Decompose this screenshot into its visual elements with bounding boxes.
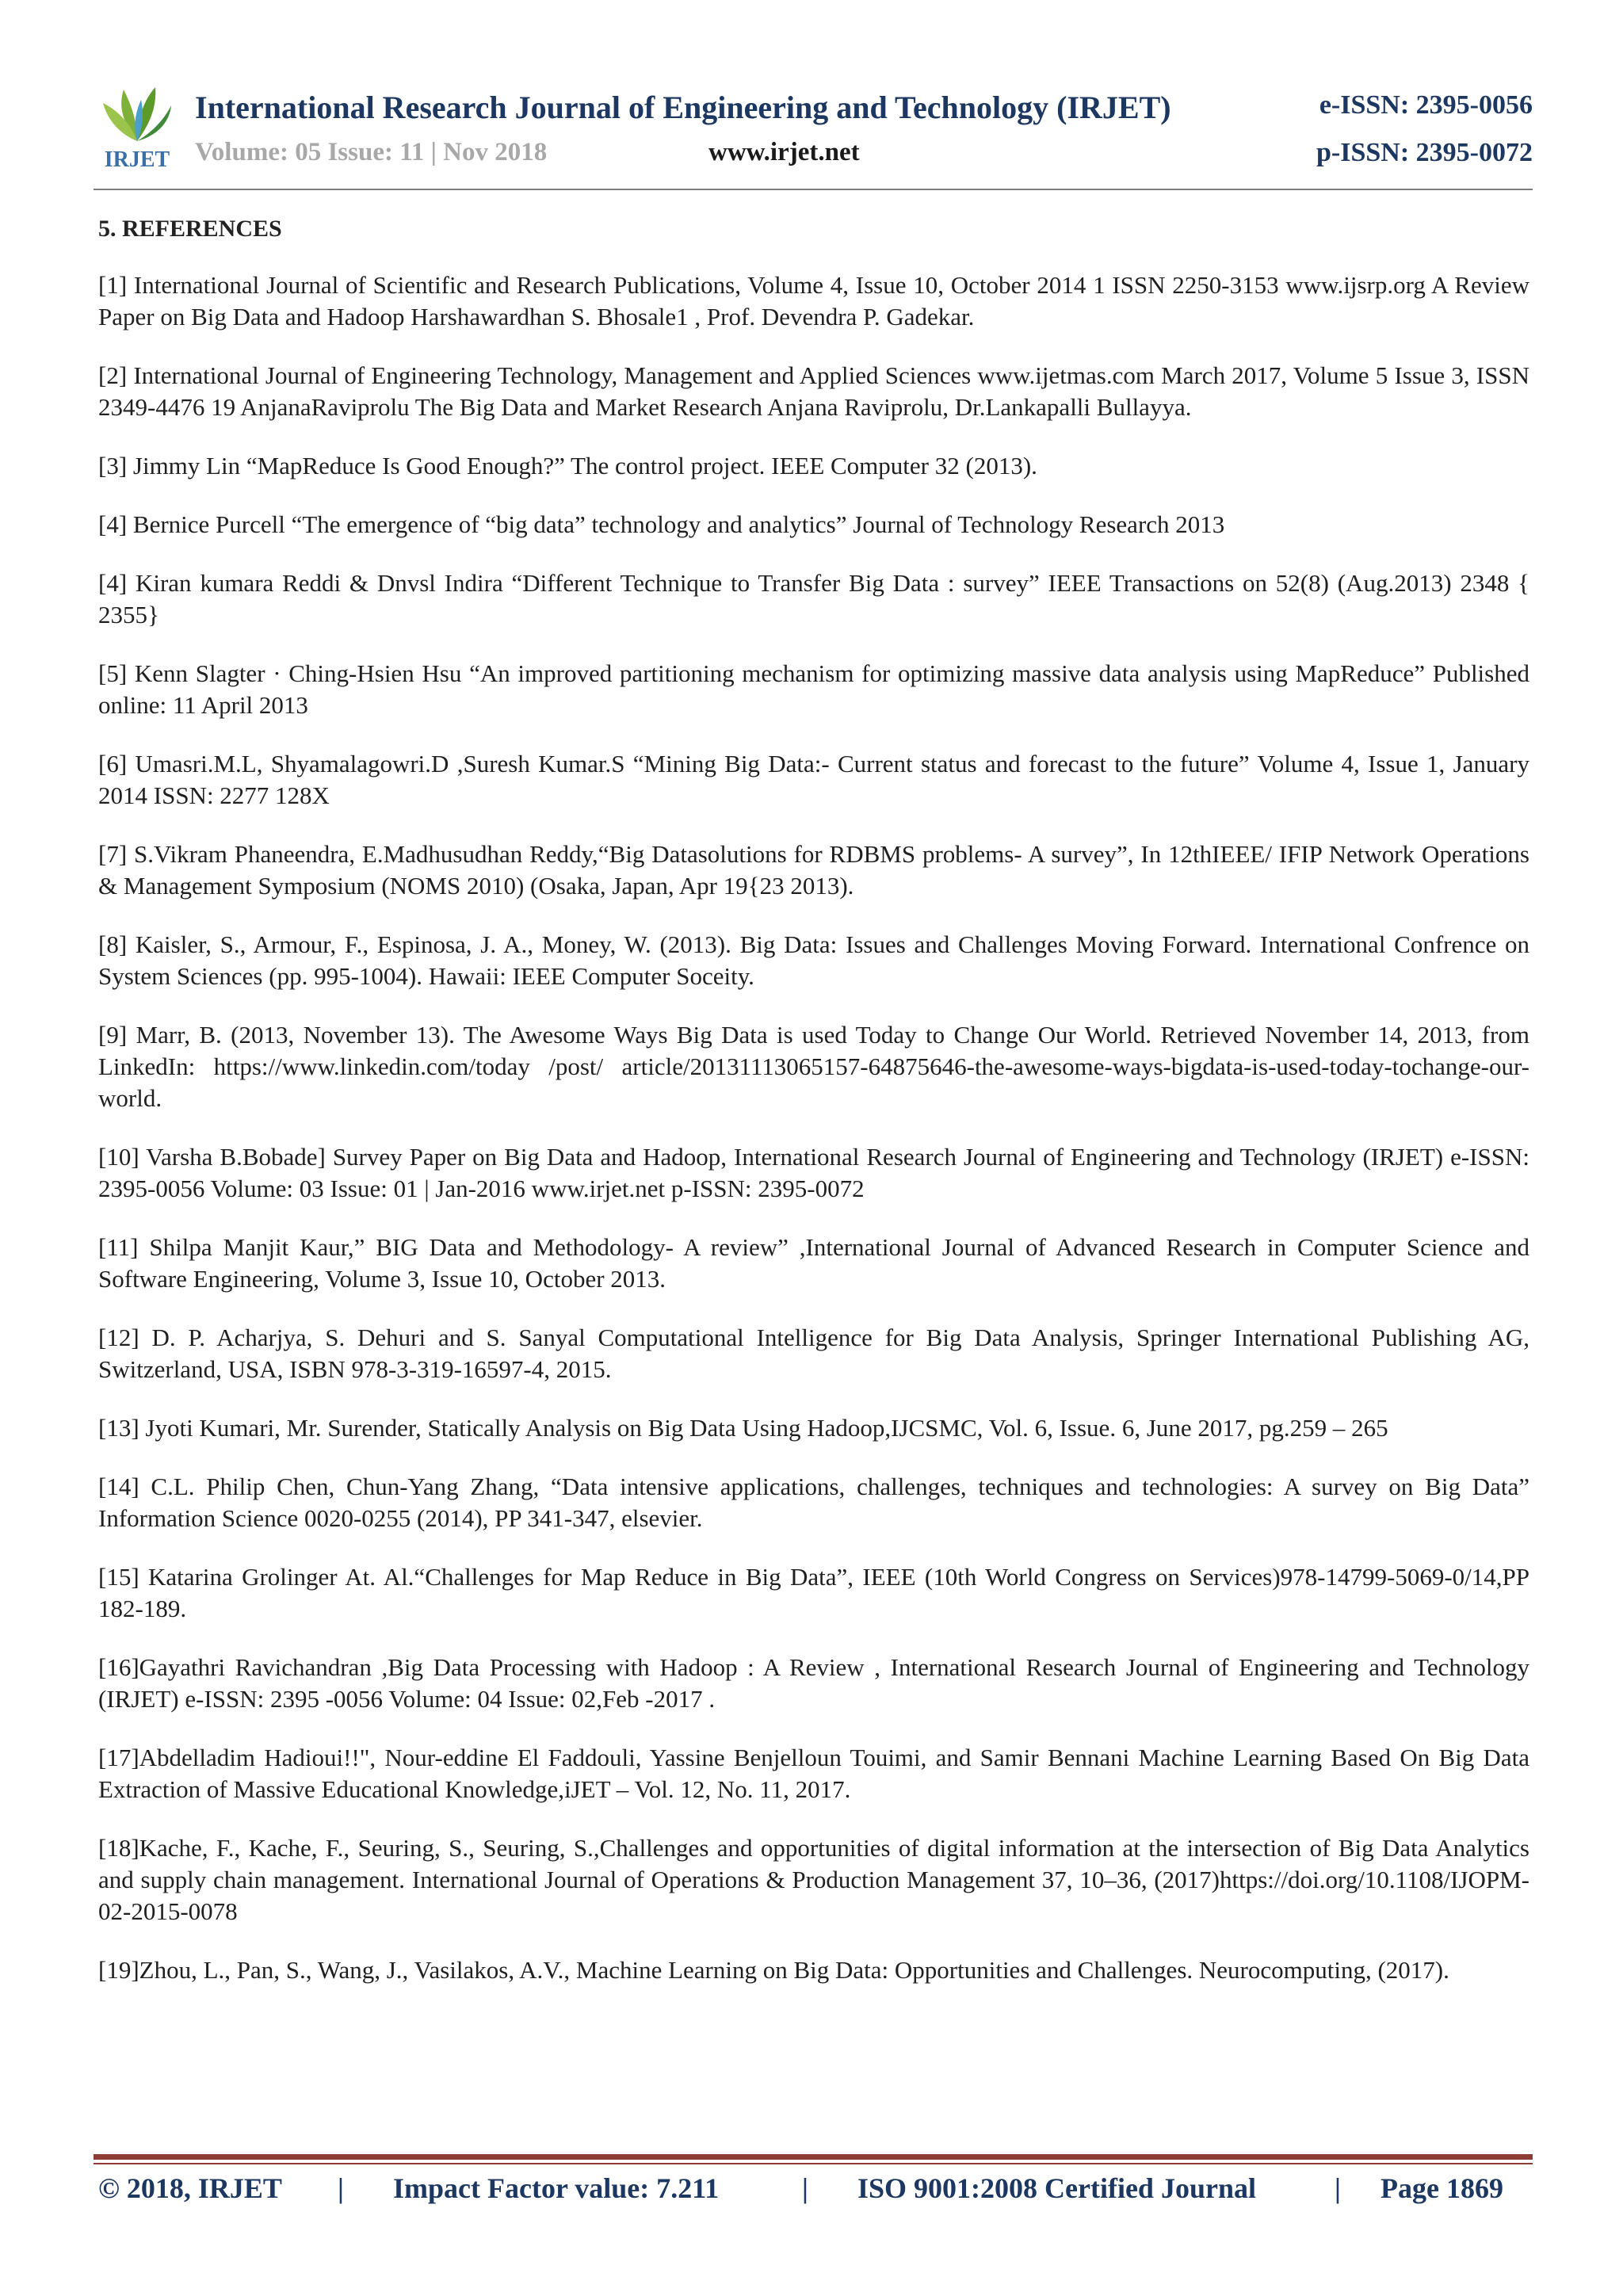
logo-text: IRJET bbox=[104, 147, 170, 172]
references-section bbox=[98, 216, 1529, 2013]
reference-item: [17]Abdelladim Hadioui!!", Nour-eddine El Faddouli, Yassine Benjelloun Touimi, and Samir Bennani Machine Learning Based On Big Data Extraction of Massive Educational Knowledge,iJET – Vol. 12, No. 11, 2017. bbox=[98, 1744, 1529, 1803]
footer-separator: | bbox=[338, 2172, 344, 2204]
irjet-logo bbox=[94, 78, 181, 173]
reference-item: [18]Kache, F., Kache, F., Seuring, S., Seuring, S.,Challenges and opportunities of digital information at the intersection of Big Data Analytics and supply chain management. International Journal of Operations & Production Management 37, 10–36, (2017)https://doi.org/10.1108/IJOPM-02-2015-0078 bbox=[98, 1834, 1529, 1925]
footer-iso: ISO 9001:2008 Certified Journal bbox=[857, 2172, 1256, 2204]
section-heading: 5. REFERENCES bbox=[98, 216, 282, 242]
pissn: p-ISSN: 2395-0072 bbox=[1316, 138, 1533, 167]
reference-item: [11] Shilpa Manjit Kaur,” BIG Data and Methodology- A review” ,International Journal of Advanced Research in Computer Science and Software Engineering, Volume 3, Issue 10, October 2013. bbox=[98, 1233, 1529, 1293]
reference-item: [4] Bernice Purcell “The emergence of “big data” technology and analytics” Journal of Technology Research 2013 bbox=[98, 510, 1225, 538]
reference-item: [6] Umasri.M.L, Shyamalagowri.D ,Suresh Kumar.S “Mining Big Data:- Current status and forecast to the future” Volume 4, Issue 1, January 2014 ISSN: 2277 128X bbox=[98, 750, 1529, 809]
footer-separator: | bbox=[1335, 2172, 1341, 2204]
footer-divider-thin bbox=[94, 2163, 1533, 2164]
footer-divider-thick bbox=[94, 2154, 1533, 2160]
footer-impact-factor: Impact Factor value: 7.211 bbox=[393, 2172, 720, 2204]
footer-separator: | bbox=[802, 2172, 808, 2204]
reference-item: [4] Kiran kumara Reddi & Dnvsl Indira “Different Technique to Transfer Big Data : survey” IEEE Transactions on 52(8) (Aug.2013) 2348 { 2355} bbox=[98, 569, 1529, 628]
reference-item: [9] Marr, B. (2013, November 13). The Awesome Ways Big Data is used Today to Change Our World. Retrieved November 14, 2013, from LinkedIn: https://www.linkedin.com/today /post/ article/20131113065157-64875646-the-awesome-ways-bigdata-is-used-today-tochange-our-world. bbox=[98, 1021, 1529, 1112]
reference-item: [14] C.L. Philip Chen, Chun-Yang Zhang, “Data intensive applications, challenges, techniques and technologies: A survey on Big Data” Information Science 0020-0255 (2014), PP 341-347, elsevier. bbox=[98, 1473, 1529, 1532]
reference-item: [8] Kaisler, S., Armour, F., Espinosa, J. A., Money, W. (2013). Big Data: Issues and Challenges Moving Forward. International Confrence on System Sciences (pp. 995-1004). Hawaii: IEEE Computer Soceity. bbox=[98, 930, 1529, 990]
reference-item: [7] S.Vikram Phaneendra, E.Madhusudhan Reddy,“Big Datasolutions for RDBMS problems- A survey”, In 12thIEEE/ IFIP Network Operations & Management Symposium (NOMS 2010) (Osaka, Japan, Apr 19{23 2013). bbox=[98, 840, 1529, 900]
reference-item: [19]Zhou, L., Pan, S., Wang, J., Vasilakos, A.V., Machine Learning on Big Data: Opportunities and Challenges. Neurocomputing, (2017). bbox=[98, 1956, 1449, 1984]
eissn: e-ISSN: 2395-0056 bbox=[1319, 90, 1533, 120]
reference-item: [3] Jimmy Lin “MapReduce Is Good Enough?” The control project. IEEE Computer 32 (2013). bbox=[98, 452, 1037, 479]
page-header bbox=[94, 70, 1533, 189]
reference-item: [15] Katarina Grolinger At. Al.“Challenges for Map Reduce in Big Data”, IEEE (10th World Congress on Services)978-14799-5069-0/14,PP 182-189. bbox=[98, 1563, 1529, 1622]
footer-page-number: Page 1869 bbox=[1381, 2172, 1503, 2204]
reference-item: [12] D. P. Acharjya, S. Dehuri and S. Sanyal Computational Intelligence for Big Data Analysis, Springer International Publishing AG, Switzerland, USA, ISBN 978-3-319-16597-4, 2015. bbox=[98, 1324, 1529, 1383]
reference-item: [16]Gayathri Ravichandran ,Big Data Processing with Hadoop : A Review , International Research Journal of Engineering and Technology (IRJET) e-ISSN: 2395 -0056 Volume: 04 Issue: 02,Feb -2017 . bbox=[98, 1653, 1529, 1713]
reference-item: [2] International Journal of Engineering Technology, Management and Applied Sciences www.ijetmas.com March 2017, Volume 5 Issue 3, ISSN 2349-4476 19 AnjanaRaviprolu The Big Data and Market Research Anjana Raviprolu, Dr.Lankapalli Bullayya. bbox=[98, 361, 1529, 421]
footer-copyright: © 2018, IRJET bbox=[98, 2172, 282, 2204]
reference-item: [10] Varsha B.Bobade] Survey Paper on Big Data and Hadoop, International Research Journal of Engineering and Technology (IRJET) e-ISSN: 2395-0056 Volume: 03 Issue: 01 | Jan-2016 www.irjet.net p-ISSN: 2395-0072 bbox=[98, 1143, 1529, 1202]
reference-item: [13] Jyoti Kumari, Mr. Surender, Statically Analysis on Big Data Using Hadoop,IJCSMC, Vol. 6, Issue. 6, June 2017, pg.259 – 265 bbox=[98, 1414, 1388, 1442]
reference-item: [5] Kenn Slagter · Ching-Hsien Hsu “An improved partitioning mechanism for optimizing massive data analysis using MapReduce” Published online: 11 April 2013 bbox=[98, 659, 1529, 719]
header-divider bbox=[94, 189, 1533, 190]
journal-title: International Research Journal of Engineering and Technology (IRJET) bbox=[195, 90, 1171, 125]
journal-website[interactable]: www.irjet.net bbox=[708, 138, 860, 166]
volume-issue: Volume: 05 Issue: 11 | Nov 2018 bbox=[195, 138, 548, 166]
reference-item: [1] International Journal of Scientific and Research Publications, Volume 4, Issue 10, October 2014 1 ISSN 2250-3153 www.ijsrp.org A Review Paper on Big Data and Hadoop Harshawardhan S. Bhosale1 , Prof. Devendra P. Gadekar. bbox=[98, 271, 1529, 330]
page-footer bbox=[98, 2172, 1517, 2211]
